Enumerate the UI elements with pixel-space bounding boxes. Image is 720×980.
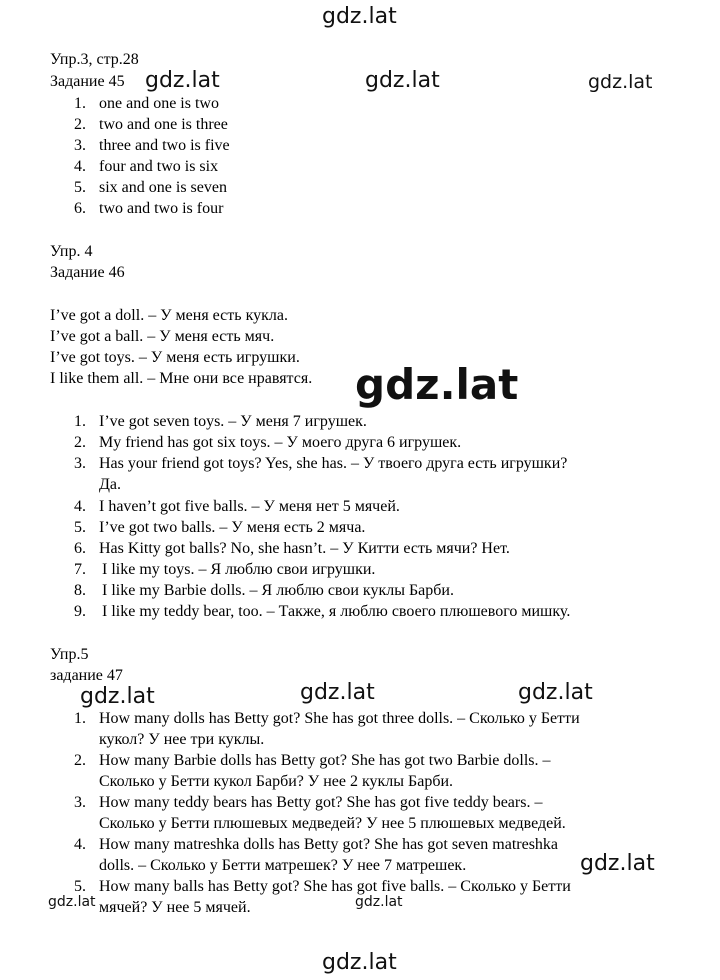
list-number: 6. [74, 540, 86, 557]
text-line: I’ve got a ball. – У меня есть мяч. [50, 328, 275, 345]
list-number: 7. [74, 561, 86, 578]
list-item-continuation: Сколько у Бетти плюшевых медведей? У нее 5 плюшевых медведей. [99, 815, 566, 832]
watermark: gdz.lat [580, 851, 655, 876]
list-item: Has Kitty got balls? No, she hasn’t. – У Китти есть мячи? Нет. [99, 540, 510, 557]
list-item: six and one is seven [99, 179, 227, 196]
list-item-continuation: мячей? У нее 5 мячей. [99, 899, 251, 916]
list-number: 1. [74, 710, 86, 727]
task-title: Задание 45 [50, 73, 125, 90]
text-line: I’ve got a doll. – У меня есть кукла. [50, 307, 288, 324]
exercise-header: Упр.3, стр.28 [50, 51, 139, 68]
list-number: 5. [74, 179, 86, 196]
list-item-continuation: Сколько у Бетти кукол Барби? У нее 2 куклы Барби. [99, 773, 454, 790]
list-item: two and two is four [99, 200, 224, 217]
task-title: задание 47 [50, 667, 123, 684]
list-number: 5. [74, 878, 86, 895]
list-item: I like my Barbie dolls. – Я люблю свои куклы Барби. [102, 582, 454, 599]
list-item: I haven’t got five balls. – У меня нет 5 мячей. [99, 498, 400, 515]
list-number: 6. [74, 200, 86, 217]
list-number: 3. [74, 455, 86, 472]
list-number: 4. [74, 836, 86, 853]
text-line: I’ve got toys. – У меня есть игрушки. [50, 349, 300, 366]
list-item: How many matreshka dolls has Betty got? She has got seven matreshka [99, 836, 559, 853]
list-item: one and one is two [99, 95, 219, 112]
watermark: gdz.lat [145, 68, 220, 93]
list-item: I like my toys. – Я люблю свои игрушки. [102, 561, 376, 578]
list-number: 5. [74, 519, 86, 536]
list-number: 3. [74, 794, 86, 811]
list-item-continuation: Да. [99, 476, 122, 493]
watermark: gdz.lat [80, 684, 155, 709]
watermark-large: gdz.lat [355, 360, 519, 409]
exercise-header: Упр. 4 [50, 243, 93, 260]
list-number: 9. [74, 603, 86, 620]
list-item: I’ve got two balls. – У меня есть 2 мяча. [99, 519, 366, 536]
watermark-small: gdz.lat [355, 894, 403, 910]
exercise-header: Упр.5 [50, 646, 89, 663]
list-item: four and two is six [99, 158, 219, 175]
list-number: 8. [74, 582, 86, 599]
watermark-bottom: gdz.lat [322, 950, 397, 975]
list-number: 1. [74, 413, 86, 430]
list-item: Has your friend got toys? Yes, she has. – У твоего друга есть игрушки? [99, 455, 568, 472]
list-item: two and one is three [99, 116, 228, 133]
watermark-top: gdz.lat [322, 4, 397, 29]
list-item: I’ve got seven toys. – У меня 7 игрушек. [99, 413, 367, 430]
watermark: gdz.lat [300, 680, 375, 705]
list-item: I like my teddy bear, too. – Также, я люблю своего плюшевого мишку. [102, 603, 571, 620]
list-item: How many teddy bears has Betty got? She has got five teddy bears. – [99, 794, 543, 811]
list-item: My friend has got six toys. – У моего друга 6 игрушек. [99, 434, 462, 451]
list-number: 4. [74, 158, 86, 175]
watermark: gdz.lat [588, 71, 653, 93]
list-number: 2. [74, 752, 86, 769]
list-item: How many Barbie dolls has Betty got? She has got two Barbie dolls. – [99, 752, 551, 769]
list-number: 4. [74, 498, 86, 515]
list-number: 1. [74, 95, 86, 112]
list-number: 2. [74, 434, 86, 451]
list-number: 3. [74, 137, 86, 154]
list-item: How many balls has Betty got? She has got five balls. – Сколько у Бетти [99, 878, 571, 895]
list-item: three and two is five [99, 137, 230, 154]
watermark: gdz.lat [518, 680, 593, 705]
text-line: I like them all. – Мне они все нравятся. [50, 370, 313, 387]
task-title: Задание 46 [50, 264, 125, 281]
list-item-continuation: кукол? У нее три куклы. [99, 731, 265, 748]
watermark: gdz.lat [365, 68, 440, 93]
list-number: 2. [74, 116, 86, 133]
list-item: How many dolls has Betty got? She has got three dolls. – Сколько у Бетти [99, 710, 580, 727]
list-item-continuation: dolls. – Сколько у Бетти матрешек? У нее 7 матрешек. [99, 857, 467, 874]
watermark-small: gdz.lat [48, 894, 96, 910]
